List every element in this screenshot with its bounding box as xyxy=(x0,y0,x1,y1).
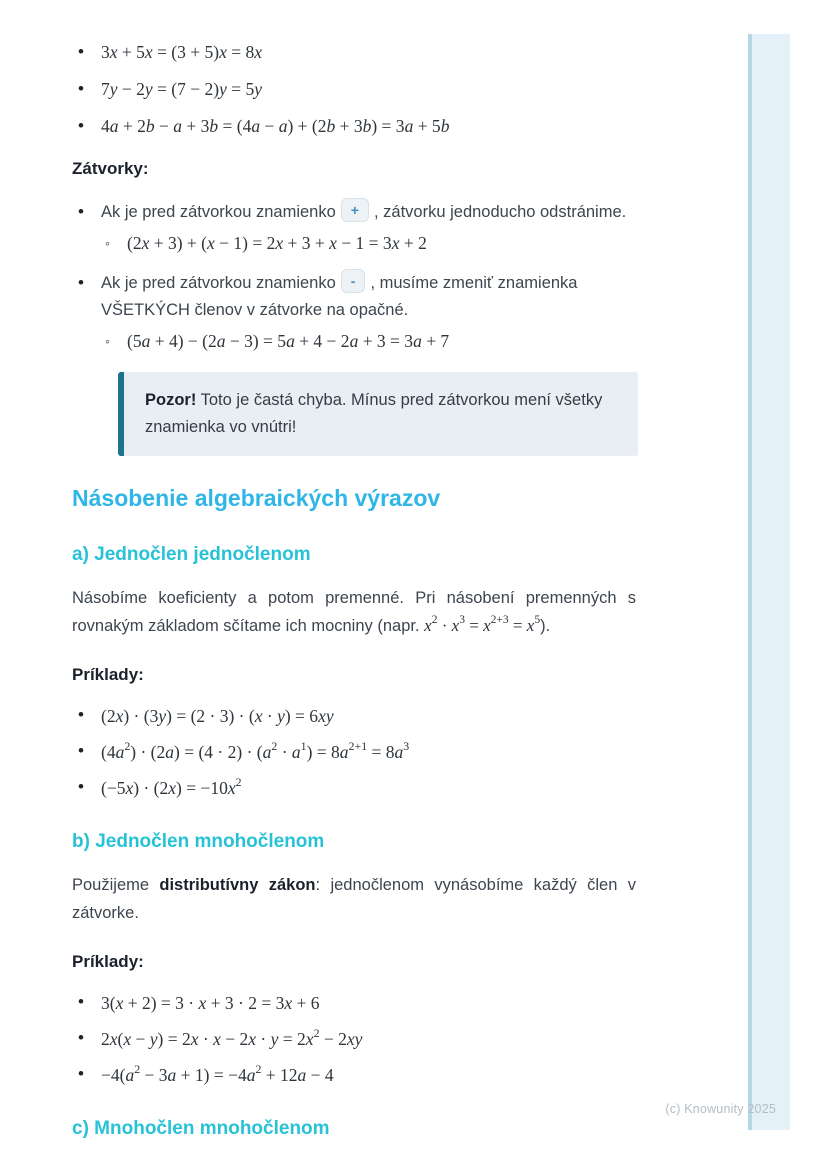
bullet-marker: • xyxy=(78,116,84,135)
callout-text: Toto je častá chyba. Mínus pred zátvorkou mení všetky znamienka vo vnútri! xyxy=(145,391,603,436)
rule-suffix: , zátvorku jednoducho odstránime. xyxy=(373,203,627,221)
sub-bullet-marker: ◦ xyxy=(105,333,110,349)
subsection-c-title: c) Mnohočlen mnohočlenom xyxy=(72,1118,330,1139)
bullet-marker: • xyxy=(78,705,84,724)
document-content xyxy=(72,36,636,1140)
paragraph-text: : jednočlenom vynásobíme každý člen v zátvorke. xyxy=(72,876,636,922)
math-expression: $-4(a^2 - 3a + 1) = -4a^2 + 12a - 4$ xyxy=(101,1061,334,1085)
list-item xyxy=(72,774,636,799)
intro-example-list xyxy=(72,42,636,137)
math-expression: $(-5x) \cdot (2x) = -10x^2$ xyxy=(101,774,242,798)
side-accent-bar xyxy=(748,34,790,1130)
bullet-marker: • xyxy=(78,741,84,760)
math-expression: (5a + 4) − (2a − 3) = 5a + 4 − 2a + 3 = 3a + 7 xyxy=(127,331,450,351)
list-item xyxy=(72,1025,636,1050)
bracket-rule-minus xyxy=(72,269,636,352)
math-expression: 3x + 5x = (3 + 5)x = 8x xyxy=(101,42,263,62)
list-item xyxy=(72,992,636,1014)
warning-callout xyxy=(118,372,638,456)
inline-math: $x^2 \cdot x^3 = x^{2+3} = x^5$ xyxy=(424,613,541,635)
math-expression: (2x + 3) + (x − 1) = 2x + 3 + x − 1 = 3x + 2 xyxy=(127,233,427,253)
list-item xyxy=(72,42,636,63)
bullet-marker: • xyxy=(78,202,84,221)
rule-suffix: , musíme zmeniť znamienka VŠETKÝCH členov v zátvorke na opačné. xyxy=(101,274,578,319)
subsection-a-title: a) Jednočlen jednočlenom xyxy=(72,544,311,565)
list-item xyxy=(72,1061,636,1086)
list-item xyxy=(72,116,636,137)
plus-sign-badge: + xyxy=(341,198,369,222)
brackets-heading: Zátvorky: xyxy=(72,159,149,178)
bullet-marker: • xyxy=(78,79,84,98)
bracket-rule-plus xyxy=(72,198,636,254)
bullet-marker: • xyxy=(78,273,84,292)
subsection-b-title: b) Jednočlen mnohočlenom xyxy=(72,831,325,852)
math-expression: 4a + 2b − a + 3b = (4a − a) + (2b + 3b) = 3a + 5b xyxy=(101,116,450,136)
examples-list-b xyxy=(72,992,636,1086)
paragraph-bold-term: distributívny zákon xyxy=(159,876,316,894)
bullet-marker: • xyxy=(78,42,84,61)
paragraph-text: ). xyxy=(540,617,551,635)
examples-list-a xyxy=(72,705,636,799)
rule-text xyxy=(101,269,636,324)
rule-prefix: Ak je pred zátvorkou znamienko xyxy=(101,274,336,292)
bracket-rules-list xyxy=(72,198,636,352)
rule-text xyxy=(101,198,626,226)
math-expression: (2x) · (3y) = (2 · 3) · (x · y) = 6xy xyxy=(101,706,334,726)
rule-example-row xyxy=(105,331,636,352)
subsection-a-paragraph xyxy=(72,584,636,640)
math-expression: $2x(x - y) = 2x \cdot x - 2x \cdot y = 2x^2 - 2xy$ xyxy=(101,1025,363,1049)
bullet-marker: • xyxy=(78,992,84,1011)
paragraph-text: Použijeme xyxy=(72,876,160,894)
footer-credit: (c) Knowunity 2025 xyxy=(665,1102,776,1116)
math-expression: 3(x + 2) = 3 · x + 3 · 2 = 3x + 6 xyxy=(101,993,320,1013)
bullet-marker: • xyxy=(78,777,84,796)
rule-example-row xyxy=(105,233,636,254)
list-item xyxy=(72,738,636,763)
bullet-marker: • xyxy=(78,1064,84,1083)
list-item xyxy=(72,79,636,100)
sub-bullet-marker: ◦ xyxy=(105,235,110,251)
bullet-marker: • xyxy=(78,1028,84,1047)
paragraph-text: Násobíme koeficienty a potom premenné. Pri násobení premenných s rovnakým základom sčítame ich mocniny (napr. xyxy=(72,589,636,635)
minus-sign-badge: - xyxy=(341,269,366,293)
subsection-b-paragraph xyxy=(72,871,636,927)
examples-label-b: Príklady: xyxy=(72,952,144,971)
callout-bold-label: Pozor! xyxy=(145,391,197,409)
examples-label-a: Príklady: xyxy=(72,665,144,684)
section-title: Násobenie algebraických výrazov xyxy=(72,485,441,511)
rule-prefix: Ak je pred zátvorkou znamienko xyxy=(101,203,336,221)
list-item xyxy=(72,705,636,727)
math-expression: $(4a^2) \cdot (2a) = (4 \cdot 2) \cdot (a^2 \cdot a^1) = 8a^{2+1} = 8a^3$ xyxy=(101,738,410,762)
math-expression: 7y − 2y = (7 − 2)y = 5y xyxy=(101,79,263,99)
